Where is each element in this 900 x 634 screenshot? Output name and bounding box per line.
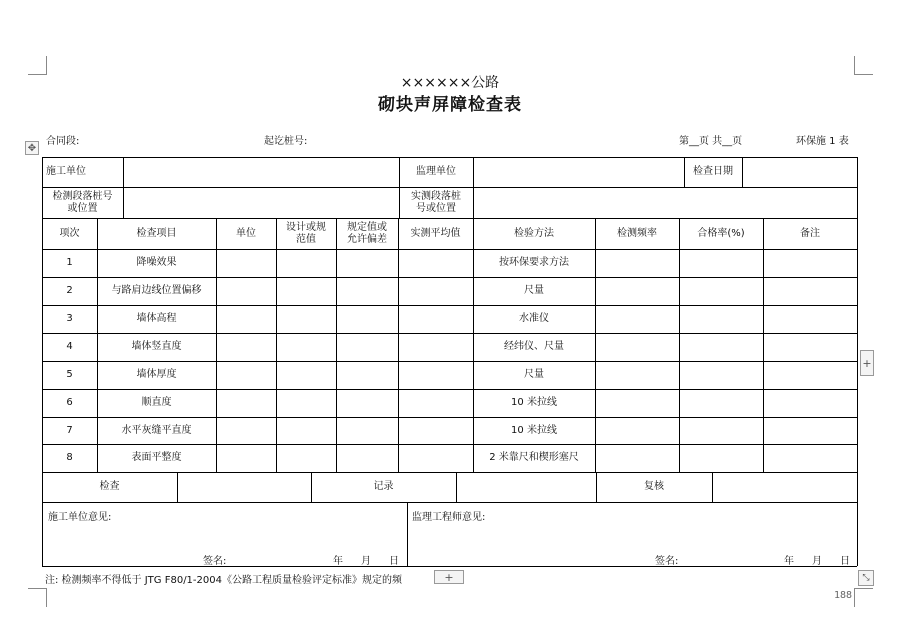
col-header-pass: 合格率(%) (697, 227, 745, 239)
col-header-no: 项次 (59, 227, 80, 239)
section-label-line-2: 或位置 (67, 202, 98, 214)
row-5-no: 5 (66, 369, 73, 380)
builder-year-label: 年 (333, 556, 343, 567)
footnote: 注: 检测频率不得低于 JTG F80/1-2004《公路工程质量检验评定标准》规定的频 (45, 575, 402, 586)
section-label-line-1: 检测段落桩号 (52, 190, 113, 202)
col-header-unit: 单位 (236, 227, 256, 239)
col-header-design (276, 218, 336, 249)
actual-section-label-line-2: 号或位置 (416, 202, 456, 214)
table-move-handle-icon[interactable]: ✥ (25, 141, 39, 155)
col-header-design-line-2: 范值 (296, 233, 316, 245)
row-7-method: 10 米拉线 (511, 424, 557, 436)
supervisor-label: 监理单位 (416, 166, 456, 177)
row-2-no: 2 (66, 285, 73, 296)
page-number: 188 (834, 590, 853, 601)
row-1-method: 按环保要求方法 (499, 257, 569, 268)
corner-mark-bottom-left (28, 588, 47, 607)
row-5-method: 尺量 (524, 369, 544, 380)
row-6-item: 顺直度 (141, 397, 172, 408)
row-7-no: 7 (66, 424, 73, 436)
corner-mark-bottom-right (854, 588, 873, 607)
col-header-spec (336, 218, 398, 249)
col-header-design-line-1: 设计或规 (286, 221, 326, 233)
date-label: 检查日期 (693, 166, 733, 177)
row-4-item: 墙体竖直度 (131, 341, 182, 352)
section-value[interactable] (124, 187, 398, 218)
review-value[interactable] (713, 472, 857, 502)
row-3-item: 墙体高程 (136, 313, 177, 324)
builder-opinion-label: 施工单位意见: (48, 512, 112, 523)
row-6-method: 10 米拉线 (511, 397, 557, 408)
engineer-month-label: 月 (812, 556, 822, 567)
page-of-label: 第__页 共__页 (679, 136, 743, 147)
row-6-no: 6 (66, 397, 73, 408)
engineer-signature-label: 签名: (655, 556, 679, 567)
station-label: 起讫桩号: (264, 136, 308, 147)
col-header-item: 检查项目 (136, 227, 177, 239)
form-id: 环保施 1 表 (796, 136, 849, 147)
actual-section-label (399, 187, 473, 218)
row-4-method: 经纬仪、尺量 (504, 341, 564, 352)
builder-label: 施工单位 (46, 166, 86, 177)
date-value[interactable] (743, 157, 857, 187)
check-value[interactable] (178, 472, 311, 502)
record-value[interactable] (457, 472, 596, 502)
row-8-no: 8 (66, 452, 73, 463)
actual-section-value[interactable] (474, 187, 857, 218)
actual-section-label-line-1: 实测段落桩 (411, 190, 461, 202)
record-label: 记录 (373, 481, 394, 492)
builder-day-label: 日 (389, 556, 399, 567)
page-title: 砌块声屏障检查表 (378, 95, 522, 115)
row-3-no: 3 (66, 313, 73, 324)
road-name: ××××××公路 (400, 75, 500, 91)
row-5-item: 墙体厚度 (136, 369, 177, 380)
review-label: 复核 (644, 481, 664, 492)
builder-signature-label: 签名: (203, 556, 227, 567)
row-1-item: 降噪效果 (136, 257, 177, 268)
col-header-spec-line-2: 允许偏差 (347, 233, 387, 245)
row-1-no: 1 (66, 257, 73, 268)
supervisor-value[interactable] (474, 157, 684, 187)
add-column-plus-icon[interactable]: + (860, 350, 874, 376)
row-8-item: 表面平整度 (131, 452, 182, 463)
engineer-day-label: 日 (840, 556, 850, 567)
check-label: 检查 (99, 481, 120, 492)
builder-month-label: 月 (361, 556, 371, 567)
col-header-remark: 备注 (800, 227, 820, 239)
section-label (42, 187, 123, 218)
col-header-avg: 实测平均值 (410, 227, 461, 239)
col-header-freq: 检测频率 (617, 227, 657, 239)
engineer-opinion-label: 监理工程师意见: (412, 512, 486, 523)
row-3-method: 水准仪 (519, 313, 549, 324)
row-7-item: 水平灰缝平直度 (121, 424, 192, 436)
col-header-spec-line-1: 规定值或 (347, 221, 387, 233)
add-row-plus-icon[interactable]: + (434, 570, 464, 584)
row-2-item: 与路肩边线位置偏移 (111, 285, 202, 296)
col-header-method: 检验方法 (514, 227, 554, 239)
contract-label: 合同段: (46, 136, 80, 147)
table-resize-icon[interactable]: ⤡ (858, 570, 874, 586)
row-4-no: 4 (66, 341, 73, 352)
engineer-year-label: 年 (784, 556, 794, 567)
builder-value[interactable] (124, 157, 398, 187)
row-2-method: 尺量 (524, 285, 544, 296)
row-8-method: 2 米靠尺和楔形塞尺 (489, 452, 579, 463)
